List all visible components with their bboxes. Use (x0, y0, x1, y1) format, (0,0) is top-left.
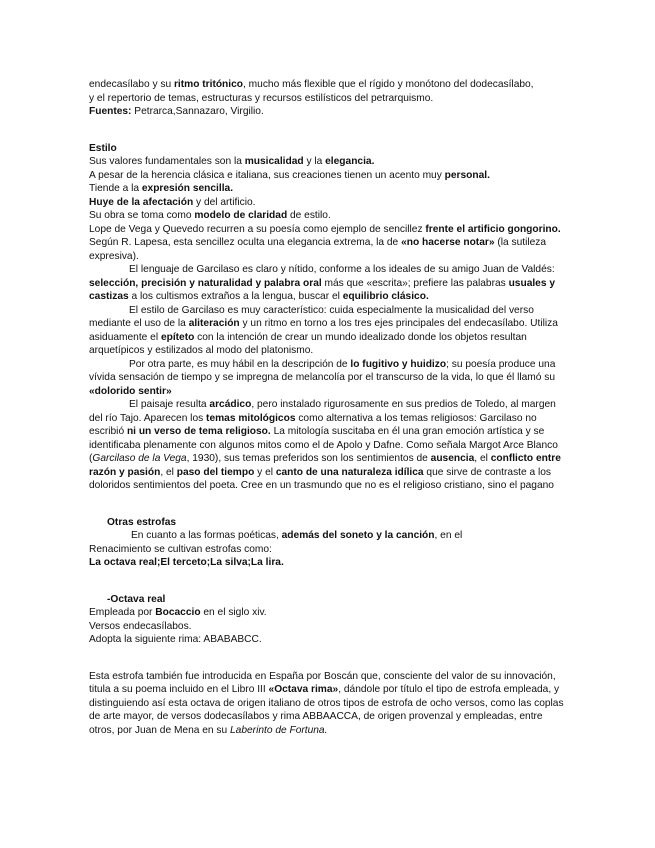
text-run: que sirve de contraste a los doloridos sentimientos del poeta. Cree en un trasmundo que no es el religioso cristiano, sino el pagano (89, 466, 554, 491)
estilo-line-2 (89, 169, 569, 183)
italic-run: Garcilaso de la Vega (92, 453, 187, 464)
text-run: El lenguaje de Garcilaso es claro y nítido, conforme a los ideales de su amigo Juan de Valdés: (129, 264, 555, 275)
estilo-paragraph-lenguaje (89, 263, 569, 304)
bold-run: epíteto (160, 331, 195, 343)
bold-run: «dolorido sentir» (89, 385, 172, 397)
italic-run: Laberinto de Fortuna. (230, 724, 328, 736)
section-title-estilo (89, 142, 569, 156)
text-run: y la (303, 156, 326, 167)
intro-line-2: y el repertorio de temas, estructuras y recursos estilísticos del petrarquismo. (89, 92, 434, 104)
bold-run: selección, precisión y naturalidad y palabra oral (89, 277, 322, 289)
octava-paragraph (89, 670, 569, 738)
estilo-line-6 (89, 223, 569, 237)
text-run: endecasílabo y su (89, 79, 174, 90)
text-run: con la intención de crear un mundo idealizado donde los objetos resultan arquetípicos y estilizados al modo del platonismo. (89, 331, 527, 356)
text-run: ; su poesía produce una vívida sensación de tiempo y se impregna de melancolía por el transcurso de la vida, lo que él llamó su (89, 358, 556, 383)
octava-line-2: Versos endecasílabos. (89, 620, 192, 632)
estilo-line-7 (89, 236, 569, 263)
bold-run: elegancia. (325, 156, 375, 167)
text-run: , mucho más flexible que el rígido y monótono del dodecasílabo, (243, 79, 534, 90)
text-run: Esta estrofa también fue introducida en España por Boscán que, consciente del valor de su innovación, titula a su poema incluido en el Libro III (89, 670, 556, 695)
heading-text: Estilo (89, 142, 117, 154)
text-run: más que «escrita»; prefiere las palabras (321, 277, 509, 289)
text-run: Tiende a la (89, 183, 142, 194)
heading-text: -Octava real (107, 593, 166, 605)
bold-run: usuales y castizas (89, 277, 556, 302)
bold-run: Bocaccio (155, 607, 201, 618)
spacer (89, 119, 569, 142)
bold-run: Huye de la afectación (89, 196, 194, 208)
bold-run: ni un verso de tema religioso. (126, 426, 271, 437)
fuentes-label: Fuentes: (89, 106, 132, 117)
octava-line-1 (89, 606, 569, 620)
section-title-otras-estrofas (89, 516, 569, 530)
fuentes-line (89, 105, 569, 119)
spacer (89, 493, 569, 516)
bold-run: «Octava rima» (268, 684, 339, 695)
bold-run: paso del tiempo (176, 466, 255, 478)
section-title-octava-real (89, 593, 569, 607)
bold-run: modelo de claridad (194, 210, 288, 221)
bold-run: personal. (444, 169, 490, 181)
text-run: Empleada por (89, 607, 156, 618)
estilo-paragraph-paisaje (89, 398, 569, 493)
text-run: en el siglo xiv. (200, 607, 267, 618)
otras-line-2: Renacimiento se cultivan estrofas como: (89, 543, 272, 555)
octava-line-3: Adopta la siguiente rima: ABABABCC. (89, 634, 262, 645)
text-run: de estilo. (287, 210, 331, 221)
text-run: , 1930), sus temas preferidos son los sentimientos de (186, 453, 431, 464)
text-run: , en el (434, 530, 463, 541)
bold-run: equilibrio clásico. (342, 291, 429, 302)
text-run: Por otra parte, es muy hábil en la descripción de (129, 358, 351, 370)
text-run: y un ritmo en torno a los tres ejes principales del endecasílabo. Utiliza asiduamente el (89, 318, 558, 343)
estilo-line-3 (89, 182, 569, 196)
bold-run: «no hacerse notar» (401, 237, 495, 248)
spacer (89, 647, 569, 670)
bold-run: expresión sencilla. (141, 183, 234, 194)
estilo-paragraph-caracteristico (89, 304, 569, 358)
bold-run: temas mitológicos (206, 412, 296, 424)
estilo-line-5 (89, 209, 569, 223)
text-run: Según R. Lapesa, esta sencillez oculta una elegancia extrema, la de (89, 237, 402, 248)
bold-run: aliteración (188, 318, 240, 329)
text-run: y el (254, 466, 276, 478)
text-run: El paisaje resulta (129, 399, 210, 410)
bold-run: La octava real;El terceto;La silva;La lira. (89, 557, 284, 568)
text-run: (la sutileza expresiva). (89, 237, 547, 262)
bold-run: musicalidad (244, 156, 304, 167)
bold-run: ausencia (430, 453, 475, 464)
text-run: La mitología suscitaba en él una gran emoción artística y se identificaba plenamente con algunos mitos como el de Apolo y Dafne. Como señala Margot Arce Blanco ( (89, 426, 558, 464)
text-run: , el (160, 466, 177, 478)
text-run: En cuanto a las formas poéticas, (131, 530, 282, 541)
bold-run: ritmo tritónico (173, 79, 243, 90)
estilo-line-4 (89, 196, 569, 210)
bold-run: frente el artificio gongorino. (425, 223, 561, 235)
text-run: y del artificio. (193, 196, 256, 208)
text-run: , el (474, 453, 491, 464)
bold-run: conflicto entre razón y pasión (89, 453, 561, 478)
text-run: , pero instalado rigurosamente en sus predios de Toledo, al margen del río Tajo. Aparecen los (89, 399, 556, 424)
document-body (89, 78, 569, 737)
text-run: Su obra se toma como (89, 210, 195, 221)
text-run: Sus valores fundamentales son la (89, 156, 245, 167)
bold-run: lo fugitivo y huidizo (350, 358, 447, 370)
bold-run: canto de una naturaleza idílica (275, 466, 424, 478)
text-run: a los cultismos extraños a la lengua, buscar el (128, 291, 343, 302)
spacer (89, 570, 569, 593)
text-run: , dándole por título el tipo de estrofa empleada, y distinguiendo así esta octava de origen italiano de otros tipos de estrofa de ocho versos, como las coplas de arte mayor, de versos dodecasílabos y rima ABBAACCA, de origen provenzal y empleadas, entre otros, por Juan de Mena en su (89, 684, 564, 736)
estilo-paragraph-fugitivo (89, 358, 569, 399)
heading-text: Otras estrofas (107, 516, 177, 528)
estilo-line-1 (89, 155, 569, 169)
text-run: Lope de Vega y Quevedo recurren a su poesía como ejemplo de sencillez (89, 223, 426, 235)
fuentes-text: Petrarca,Sannazaro, Virgilio. (131, 106, 264, 117)
bold-run: arcádico (209, 399, 252, 410)
otras-line-3 (89, 556, 569, 570)
text-run: El estilo de Garcilaso es muy característico: cuida especialmente la musicalidad del verso mediante el uso de la (89, 304, 534, 329)
otras-line-1 (89, 529, 569, 543)
text-run: A pesar de la herencia clásica e italiana, sus creaciones tienen un acento muy (89, 169, 445, 181)
bold-run: además del soneto y la canción (281, 530, 435, 541)
text-run: como alternativa a los temas religiosos: Garcilaso no escribió (89, 412, 537, 437)
intro-line-1 (89, 78, 569, 92)
